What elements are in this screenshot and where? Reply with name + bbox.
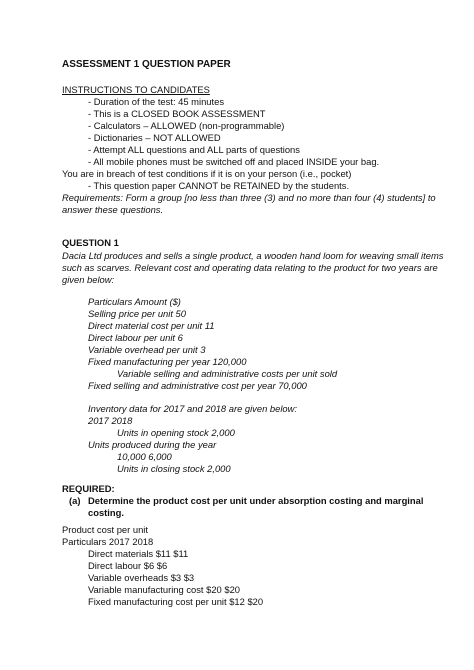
answer-heading: Product cost per unit (62, 524, 148, 535)
produced-values: 10,000 6,000 (117, 451, 172, 462)
opening-stock: Units in opening stock 2,000 (117, 427, 235, 438)
data-line: Fixed manufacturing per year 120,000 (88, 356, 247, 367)
answer-row: Direct materials $11 $11 (88, 548, 189, 559)
question-heading: QUESTION 1 (62, 237, 119, 248)
answer-row: Variable manufacturing cost $20 $20 (88, 584, 241, 595)
retain-notice: - This question paper CANNOT be RETAINED by the students. (88, 180, 350, 191)
data-line: Variable overhead per unit 3 (88, 344, 206, 355)
answer-row: Direct labour $6 $6 (88, 560, 168, 571)
answer-columns: Particulars 2017 2018 (62, 536, 154, 547)
data-line: Fixed selling and administrative cost per year 70,000 (88, 380, 307, 391)
question-intro: such as scarves. Relevant cost and operating data relating to the product for two years are (62, 262, 438, 273)
data-line: Variable selling and administrative costs per unit sold (117, 368, 338, 379)
page-title: ASSESSMENT 1 QUESTION PAPER (62, 59, 231, 70)
required-heading: REQUIRED: (62, 483, 115, 494)
question-intro: Dacia Ltd produces and sells a single product, a wooden hand loom for weaving small items (62, 250, 444, 261)
instructions-heading: INSTRUCTIONS TO CANDIDATES (62, 84, 210, 95)
instruction-item: - Duration of the test: 45 minutes (88, 96, 225, 107)
inventory-intro: Inventory data for 2017 and 2018 are given below: (88, 403, 298, 414)
data-line: Direct labour per unit 6 (88, 332, 183, 343)
breach-notice: You are in breach of test conditions if it is on your person (i.e., pocket) (62, 168, 352, 179)
instruction-item: - This is a CLOSED BOOK ASSESSMENT (88, 108, 266, 119)
closing-stock: Units in closing stock 2,000 (117, 463, 231, 474)
instruction-item: - Calculators – ALLOWED (non-programmable) (88, 120, 285, 131)
required-a-text: costing. (88, 507, 124, 518)
answer-row: Fixed manufacturing cost per unit $12 $20 (88, 596, 264, 607)
answer-row: Variable overheads $3 $3 (88, 572, 195, 583)
data-line: Particulars Amount ($) (88, 296, 181, 307)
required-a-text: Determine the product cost per unit under absorption costing and marginal (88, 495, 424, 506)
requirements-text: Requirements: Form a group [no less than three (3) and no more than four (4) students] to (62, 192, 436, 203)
data-line: Direct material cost per unit 11 (88, 320, 215, 331)
data-line: Selling price per unit 50 (88, 308, 186, 319)
requirements-text: answer these questions. (62, 204, 164, 215)
instruction-item: - All mobile phones must be switched off and placed INSIDE your bag. (88, 156, 380, 167)
instruction-item: - Dictionaries – NOT ALLOWED (88, 132, 221, 143)
produced-label: Units produced during the year (88, 439, 217, 450)
instruction-item: - Attempt ALL questions and ALL parts of questions (88, 144, 300, 155)
required-a-marker: (a) (69, 495, 81, 506)
inventory-years: 2017 2018 (88, 415, 133, 426)
question-intro: given below: (62, 274, 115, 285)
